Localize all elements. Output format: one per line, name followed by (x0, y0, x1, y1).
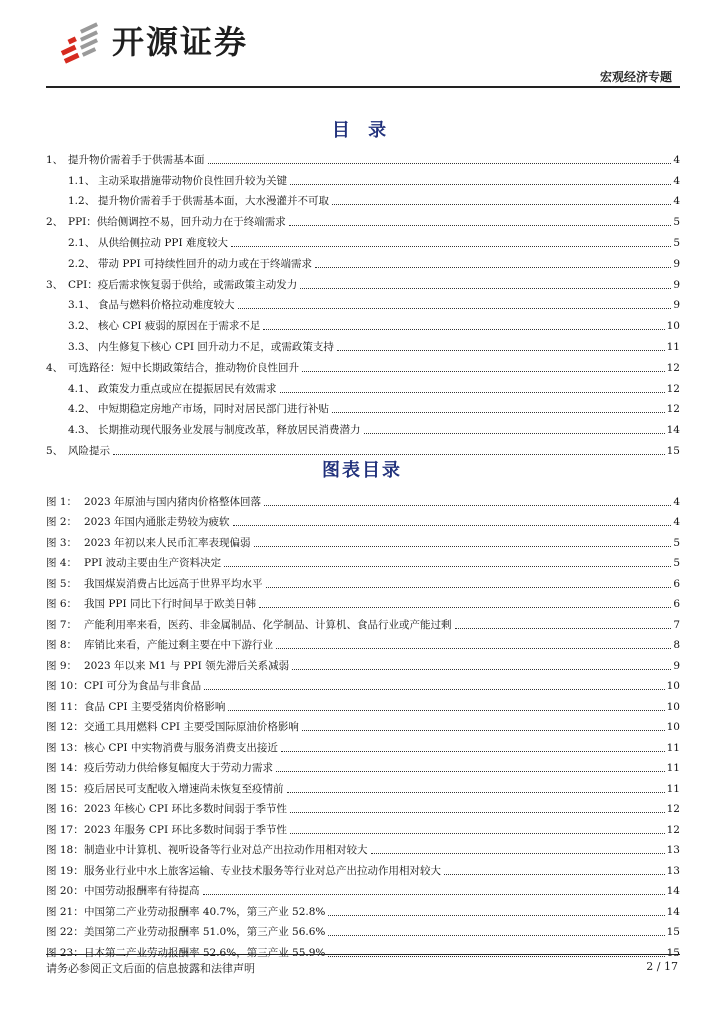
entry-number: 3.3、 (68, 340, 96, 353)
figure-entry[interactable] (46, 939, 680, 960)
entry-title: 疫后劳动力供给修复幅度大于劳动力需求 (84, 762, 273, 774)
entry-page: 5 (673, 236, 680, 249)
figure-entry[interactable] (46, 611, 680, 632)
entry-number: 图 1： (46, 495, 78, 508)
dot-leader (292, 669, 671, 670)
entry-page: 9 (673, 257, 680, 270)
entry-title: 带动 PPI 可持续性回升的动力或在于终端需求 (98, 257, 312, 270)
entry-number: 5、 (46, 444, 64, 457)
toc-entry[interactable] (46, 292, 680, 313)
entry-page: 11 (666, 340, 680, 353)
entry-page: 13 (666, 864, 680, 877)
figure-entry[interactable] (46, 632, 680, 653)
dot-leader (290, 812, 665, 813)
entry-number: 图 18： (46, 844, 84, 856)
entry-title: 食品 CPI 主要受猪肉价格影响 (84, 700, 226, 713)
entry-page: 13 (666, 844, 680, 856)
entry-number: 4.3、 (68, 424, 96, 437)
entry-page: 5 (673, 216, 680, 229)
entry-number: 图 19： (46, 864, 84, 877)
entry-number: 图 15： (46, 782, 84, 795)
entry-title: 2023 年初以来人民币汇率表现偏弱 (84, 536, 251, 549)
entry-page: 10 (666, 721, 680, 733)
dot-leader (290, 833, 665, 834)
entry-page: 9 (673, 299, 680, 312)
entry-title: CPI：疫后需求恢复弱于供给，或需政策主动发力 (68, 278, 298, 291)
entry-title: 我国 PPI 同比下行时间早于欧美日韩 (84, 598, 256, 610)
figure-entry[interactable] (46, 591, 680, 612)
entry-number: 图 21： (46, 905, 84, 918)
dot-leader (315, 267, 671, 268)
entry-number: 图 16： (46, 803, 84, 815)
entry-title: CPI 可分为食品与非食品 (84, 680, 202, 692)
figure-entry[interactable] (46, 857, 680, 878)
entry-number: 图 13： (46, 741, 84, 754)
entry-number: 2.2、 (68, 257, 96, 270)
entry-number: 图 22： (46, 926, 84, 938)
dot-leader (113, 454, 665, 455)
dot-leader (337, 350, 665, 351)
toc-entry[interactable] (46, 396, 680, 417)
toc-entry[interactable] (46, 375, 680, 396)
dot-leader (287, 792, 665, 793)
figure-entry[interactable] (46, 919, 680, 940)
dot-leader (281, 751, 665, 752)
entry-number: 图 6： (46, 598, 78, 610)
entry-page: 6 (673, 598, 680, 610)
dot-leader (455, 628, 672, 629)
entry-title: 2023 年国内通胀走势较为疲软 (84, 516, 230, 528)
entry-number: 图 12： (46, 721, 84, 733)
figure-entry[interactable] (46, 775, 680, 796)
entry-number: 1.2、 (68, 195, 96, 208)
entry-page: 15 (666, 946, 680, 959)
dot-leader (276, 648, 671, 649)
entry-number: 图 7： (46, 618, 78, 631)
entry-page: 5 (673, 557, 680, 569)
figure-entry[interactable] (46, 878, 680, 899)
entry-title: 产能利用率来看，医药、非金属制品、化学制品、计算机、食品行业或产能过剩 (84, 618, 452, 631)
entry-title: 中短期稳定房地产市场，同时对居民部门进行补贴 (98, 403, 329, 416)
entry-page: 14 (666, 424, 680, 437)
dot-leader (328, 956, 664, 957)
entry-number: 1.1、 (68, 174, 96, 187)
entry-title: 库销比来看，产能过剩主要在中下游行业 (84, 639, 273, 651)
entry-page: 14 (666, 885, 680, 897)
dot-leader (266, 587, 672, 588)
dot-leader (276, 771, 665, 772)
entry-page: 7 (673, 618, 680, 631)
entry-title: 日本第二产业劳动报酬率 52.6%，第三产业 55.9% (84, 946, 326, 959)
toc-entry[interactable] (46, 167, 680, 188)
entry-title: 政策发力重点或应在提振居民有效需求 (98, 382, 277, 395)
entry-page: 11 (666, 782, 680, 795)
toc-title: 目 录 (331, 120, 393, 141)
entry-page: 4 (673, 495, 680, 508)
entry-number: 3.1、 (68, 299, 96, 312)
entry-page: 11 (666, 762, 680, 774)
toc-entry[interactable] (46, 229, 680, 250)
toc-entry[interactable] (46, 354, 680, 375)
figure-entry[interactable] (46, 652, 680, 673)
entry-page: 12 (666, 403, 680, 416)
entry-page: 9 (673, 278, 680, 291)
entry-number: 3、 (46, 278, 64, 291)
entry-title: 2023 年核心 CPI 环比多数时间弱于季节性 (84, 803, 287, 815)
entry-page: 4 (673, 516, 680, 528)
entry-title: 中国劳动报酬率有待提高 (84, 885, 200, 897)
company-logo (58, 18, 298, 70)
entry-page: 12 (666, 361, 680, 374)
toc-entry[interactable] (46, 312, 680, 333)
entry-number: 1、 (46, 153, 64, 166)
dot-leader (444, 874, 665, 875)
company-name: 开源证券 (112, 23, 249, 61)
entry-page: 10 (666, 680, 680, 692)
toc-list (46, 146, 680, 458)
dot-leader (264, 505, 671, 506)
entry-number: 图 3： (46, 536, 78, 549)
entry-title: 我国煤炭消费占比远高于世界平均水平 (84, 577, 263, 590)
entry-title: 从供给侧拉动 PPI 难度较大 (98, 236, 228, 249)
report-type-label: 宏观经济专题 (599, 70, 672, 84)
entry-title: 2023 年以来 M1 与 PPI 领先滞后关系减弱 (84, 659, 290, 672)
dot-leader (300, 288, 671, 289)
figure-list-title: 图表目录 (322, 460, 402, 481)
dot-leader (263, 329, 664, 330)
dot-leader (328, 915, 664, 916)
dot-leader (254, 546, 672, 547)
entry-number: 4、 (46, 361, 64, 374)
dot-leader (259, 607, 671, 608)
entry-title: 中国第二产业劳动报酬率 40.7%，第三产业 52.8% (84, 905, 326, 918)
dot-leader (332, 204, 671, 205)
dot-leader (231, 246, 671, 247)
entry-number: 4.1、 (68, 382, 96, 395)
header-divider (46, 86, 680, 88)
dot-leader (280, 392, 665, 393)
entry-title: PPI：供给侧调控不易，回升动力在于终端需求 (68, 216, 286, 229)
dot-leader (328, 935, 664, 936)
entry-page: 12 (666, 382, 680, 395)
entry-page: 4 (673, 174, 680, 187)
dot-leader (290, 184, 671, 185)
entry-number: 图 17： (46, 823, 84, 836)
figure-entry[interactable] (46, 570, 680, 591)
dot-leader (204, 689, 665, 690)
toc-entry[interactable] (46, 416, 680, 437)
toc-entry[interactable] (46, 271, 680, 292)
entry-page: 11 (666, 741, 680, 754)
entry-title: 核心 CPI 疲弱的原因在于需求不足 (98, 320, 261, 333)
figure-entry[interactable] (46, 673, 680, 694)
figure-entry[interactable] (46, 509, 680, 530)
entry-page: 10 (666, 700, 680, 713)
entry-title: 长期推动现代服务业发展与制度改革，释放居民消费潜力 (98, 424, 361, 437)
entry-title: 疫后居民可支配收入增速尚未恢复至疫情前 (84, 782, 284, 795)
entry-number: 图 20： (46, 885, 84, 897)
entry-number: 2、 (46, 216, 64, 229)
entry-title: 美国第二产业劳动报酬率 51.0%，第三产业 56.6% (84, 926, 326, 938)
entry-number: 3.2、 (68, 320, 96, 333)
entry-number: 图 14： (46, 762, 84, 774)
entry-page: 9 (673, 659, 680, 672)
entry-title: 可选路径：短中长期政策结合，推动物价良性回升 (68, 361, 299, 374)
dot-leader (371, 853, 665, 854)
entry-number: 图 23： (46, 946, 84, 959)
toc-entry[interactable] (46, 188, 680, 209)
kaiyuan-logo-icon (58, 20, 104, 66)
dot-leader (302, 371, 665, 372)
toc-entry[interactable] (46, 250, 680, 271)
entry-number: 图 9： (46, 659, 78, 672)
toc-entry[interactable] (46, 437, 680, 458)
entry-title: 服务业行业中水上旅客运输、专业技术服务等行业对总产出拉动作用相对较大 (84, 864, 441, 877)
entry-title: 提升物价需着手于供需基本面，大水漫灌并不可取 (98, 195, 329, 208)
toc-entry[interactable] (46, 146, 680, 167)
entry-page: 12 (666, 823, 680, 836)
entry-title: 2023 年原油与国内猪肉价格整体回落 (84, 495, 262, 508)
entry-title: 内生修复下核心 CPI 回升动力不足，或需政策支持 (98, 340, 334, 353)
entry-page: 4 (673, 153, 680, 166)
entry-title: 风险提示 (68, 444, 110, 457)
dot-leader (203, 894, 665, 895)
footer-disclaimer: 请务必参阅正文后面的信息披露和法律声明 (46, 962, 255, 975)
figure-entry[interactable] (46, 837, 680, 858)
entry-title: 2023 年服务 CPI 环比多数时间弱于季节性 (84, 823, 287, 836)
figure-entry[interactable] (46, 796, 680, 817)
dot-leader (224, 566, 671, 567)
entry-page: 12 (666, 803, 680, 815)
entry-title: 制造业中计算机、视听设备等行业对总产出拉动作用相对较大 (84, 844, 368, 856)
figure-entry[interactable] (46, 693, 680, 714)
entry-title: 核心 CPI 中实物消费与服务消费支出接近 (84, 741, 278, 754)
entry-number: 图 11： (46, 700, 84, 713)
dot-leader (364, 433, 665, 434)
figure-entry[interactable] (46, 550, 680, 571)
entry-page: 6 (673, 577, 680, 590)
toc-entry[interactable] (46, 208, 680, 229)
dot-leader (208, 163, 672, 164)
entry-number: 2.1、 (68, 236, 96, 249)
figure-entry[interactable] (46, 816, 680, 837)
figure-entry[interactable] (46, 529, 680, 550)
entry-page: 10 (666, 320, 680, 333)
entry-title: 食品与燃料价格拉动难度较大 (98, 299, 235, 312)
entry-page: 15 (666, 926, 680, 938)
entry-page: 15 (666, 444, 680, 457)
entry-page: 8 (673, 639, 680, 651)
figure-entry[interactable] (46, 714, 680, 735)
figure-entry[interactable] (46, 755, 680, 776)
entry-number: 图 2： (46, 516, 78, 528)
entry-number: 图 5： (46, 577, 78, 590)
entry-page: 4 (673, 195, 680, 208)
entry-page: 14 (666, 905, 680, 918)
figure-entry[interactable] (46, 488, 680, 509)
entry-title: PPI 波动主要由生产资料决定 (84, 557, 222, 569)
footer-divider (46, 954, 680, 955)
figure-list (46, 488, 680, 960)
dot-leader (289, 225, 672, 226)
dot-leader (238, 308, 672, 309)
figure-entry[interactable] (46, 898, 680, 919)
toc-entry[interactable] (46, 333, 680, 354)
dot-leader (233, 525, 672, 526)
entry-number: 图 8： (46, 639, 78, 651)
entry-number: 图 4： (46, 557, 78, 569)
dot-leader (332, 412, 665, 413)
entry-page: 5 (673, 536, 680, 549)
figure-entry[interactable] (46, 734, 680, 755)
entry-title: 提升物价需着手于供需基本面 (68, 153, 205, 166)
page-number: 2 / 17 (646, 960, 678, 973)
dot-leader (228, 710, 664, 711)
dot-leader (302, 730, 665, 731)
entry-title: 交通工具用燃料 CPI 主要受国际原油价格影响 (84, 721, 299, 733)
entry-title: 主动采取措施带动物价良性回升较为关键 (98, 174, 287, 187)
entry-number: 图 10： (46, 680, 84, 692)
entry-number: 4.2、 (68, 403, 96, 416)
